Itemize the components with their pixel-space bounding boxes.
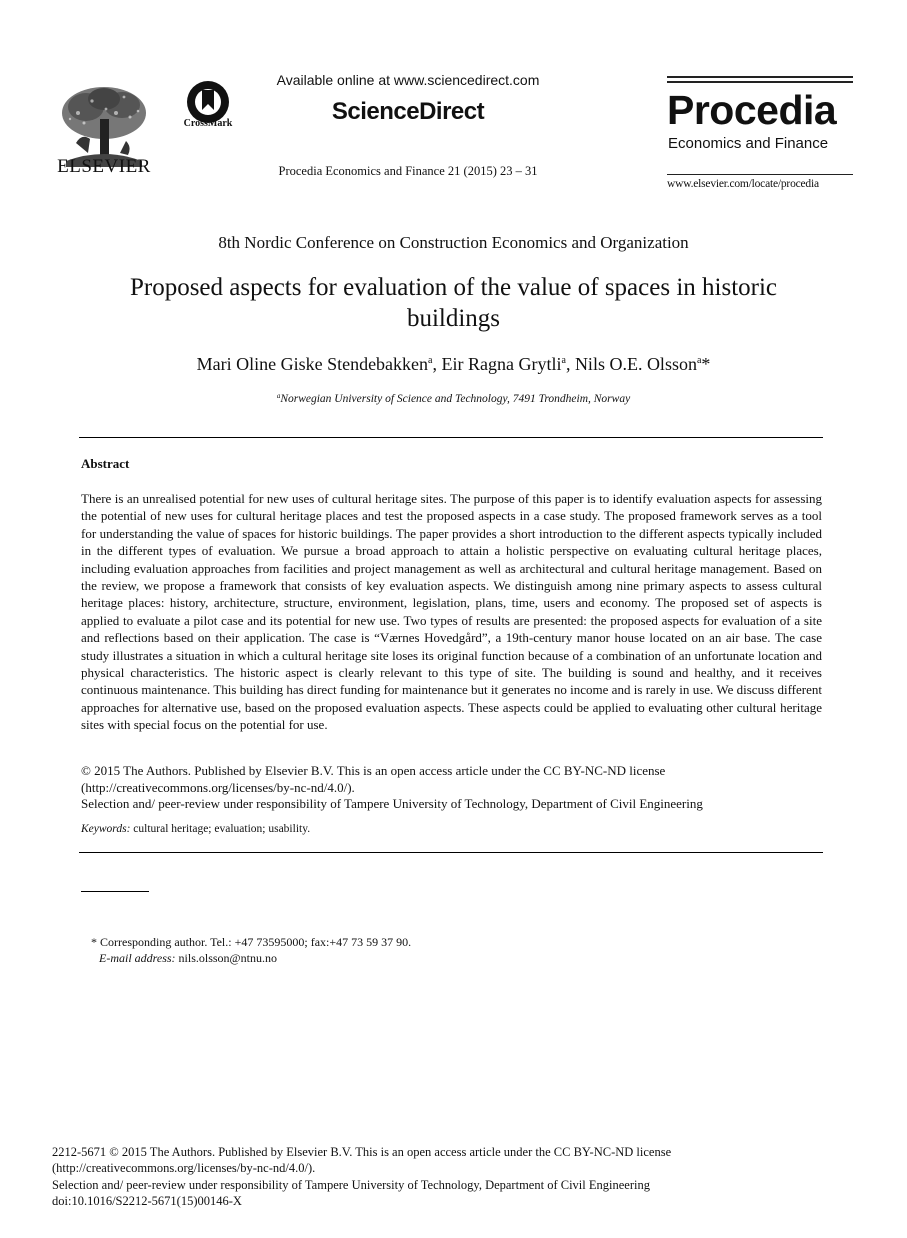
keywords [81,823,822,835]
affiliation-mark: a [276,392,281,400]
footer-issn-line: 2212-5671 © 2015 The Authors. Published by Elsevier B.V. This is an open access article under the CC BY-NC-ND license [52,1145,672,1159]
footer-license-link[interactable]: (http://creativecommons.org/licenses/by-nc-nd/4.0/). [52,1161,316,1176]
available-online-text[interactable]: Available online at www.sciencedirect.com [276,72,540,88]
paper-title [90,272,817,334]
divider-bottom [79,852,823,853]
author-affiliation-mark: a [696,355,702,366]
copyright-line: © 2015 The Authors. Published by Elsevier B.V. This is an open access article under the CC BY-NC-ND license [81,763,666,778]
journal-reference: Procedia Economics and Finance 21 (2015) 23 – 31 [278,164,538,178]
email-line [91,950,411,966]
footer-peer-review-line: Selection and/ peer-review under responsibility of Tampere University of Technology, Department of Civil Engineering [52,1177,650,1192]
license-link[interactable]: (http://creativecommons.org/licenses/by-nc-nd/4.0/). [81,779,355,795]
abstract-heading: Abstract [81,456,130,471]
author-name: Nils O.E. Olsson [574,354,697,374]
footer-doi[interactable]: doi:10.1016/S2212-5671(15)00146-X [52,1194,242,1209]
elsevier-wordmark: ELSEVIER [57,156,151,177]
affiliation [60,392,847,405]
paper-title-line: Proposed aspects for evaluation of the value of spaces in historic [129,274,778,301]
paper-title-line: buildings [406,305,501,332]
affiliation-text: Norwegian University of Science and Technology, 7491 Trondheim, Norway [280,393,631,405]
journal-url-link[interactable]: www.elsevier.com/locate/procedia [667,178,819,190]
corresponding-author-note: * Corresponding author. Tel.: +47 73595000; fax:+47 73 59 37 90. [91,935,412,949]
keywords-label: Keywords: [81,823,131,835]
author-separator: , [565,354,575,374]
author-list [60,354,847,375]
author-name: Mari Oline Giske Stendebakken [196,354,429,374]
author-affiliation-mark: a [428,355,433,366]
procedia-subtitle: Economics and Finance [668,135,829,152]
footnote [91,934,411,966]
sciencedirect-logo: ScienceDirect [331,98,485,125]
page-footer [52,1144,812,1210]
peer-review-line: Selection and/ peer-review under responsibility of Tampere University of Technology, Department of Civil Engineering [81,796,703,812]
corresponding-author-mark: * [701,354,711,374]
email-address[interactable]: nils.olsson@ntnu.no [175,951,277,965]
author-affiliation-mark: a [561,355,566,366]
copyright-notice [81,763,822,813]
procedia-journal-logo [667,76,853,192]
abstract-text: There is an unrealised potential for new uses of cultural heritage sites. The purpose of this paper is to identify evaluation aspects for assessing the potential of new uses for cultural heritage places and test the proposed aspects in a case study. The proposed framework serves as a tool for understanding the value of spaces for historic buildings. The paper provides a short introduction to the different aspects typically included in the different types of evaluation. We pursue a broad approach to attain a holistic perspective on evaluating cultural heritage places, including evaluation approaches from facilities and project management as well as architectural and cultural heritage management. Based on the review, we propose a framework that consists of key evaluation aspects. We distinguish among nine primary aspects to assess cultural heritage places: history, architecture, structure, environment, legislation, plans, time, users and economy. The proposed set of aspects is applied to evaluate a pilot case and its potential for new use. Two types of results are presented: the proposed aspects for evaluation of a site and reflections based on their application. The case is “Værnes Hovedgård”, a 19th-century manor house located on an air base. The case study illustrates a situation in which a cultural heritage site loses its original function because of a combination of an unfortunate location and physical characteristics. The historic aspect is clearly relevant to this type of site. The building is sound and healthy, and it receives continuous maintenance. This building has direct funding for maintenance but it generates no income and is rarely in use. We discuss different approaches for alternative use, based on the proposed evaluation aspects. These aspects could be applied to evaluating other cultural heritage sites with special focus on the potential for use. [81,491,822,733]
author-separator: , [432,354,442,374]
procedia-brand: Procedia [667,87,837,133]
conference-name: 8th Nordic Conference on Construction Economics and Organization [218,233,689,252]
crossmark-label: CrossMark [183,118,233,129]
divider-top [79,437,823,438]
email-label: E-mail address: [99,951,176,965]
keywords-list: cultural heritage; evaluation; usability. [130,823,311,835]
footnote-rule [81,891,149,892]
author-name: Eir Ragna Grytli [441,354,562,374]
